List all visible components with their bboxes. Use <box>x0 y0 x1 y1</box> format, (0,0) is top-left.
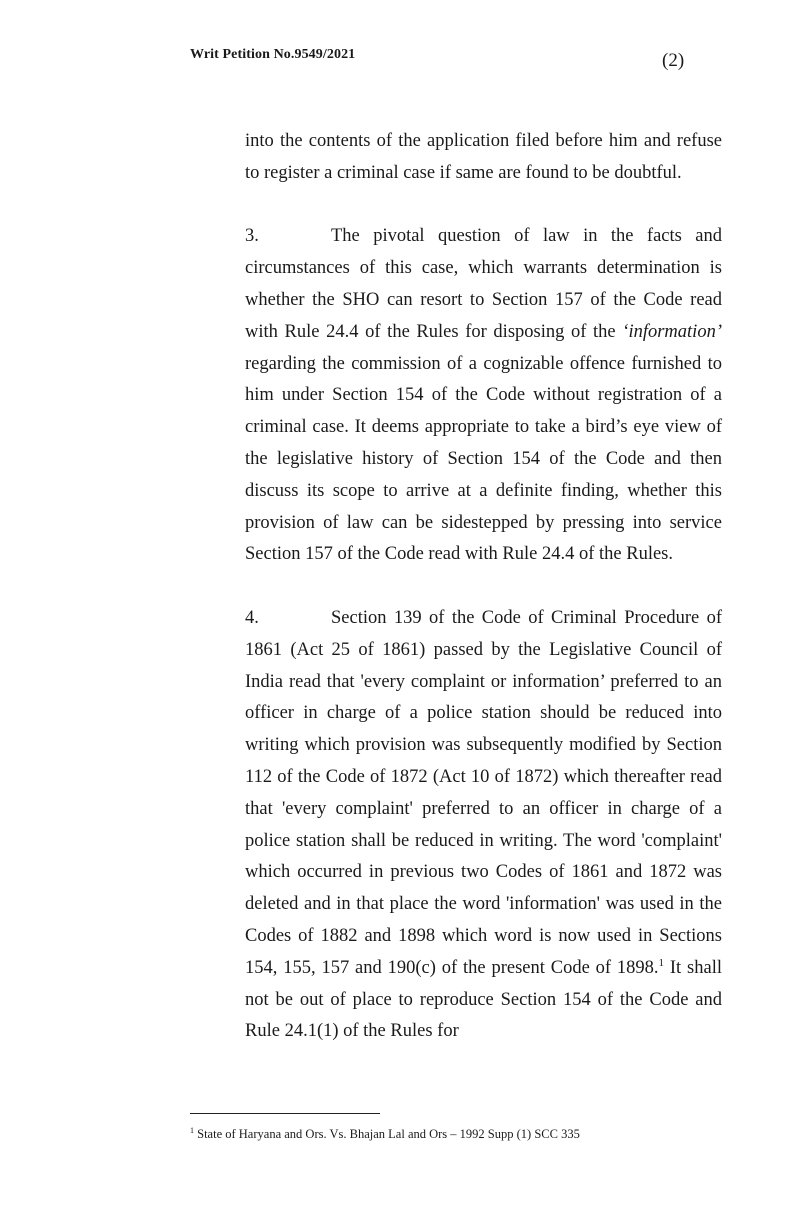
paragraph-3 <box>245 221 722 571</box>
paragraph-number: 3. <box>245 226 259 247</box>
paragraph-text: Section 139 of the Code of Criminal Procedure of 1861 (Act 25 of 1861) passed by the Legislative Council of India read that 'every complaint or information’ preferred to an officer in charge of a police station should be reduced into writing which provision was subsequently modified by Section 112 of the Code of 1872 (Act 10 of 1872) which thereafter read that 'every complaint' preferred to an officer in charge of a police station shall be reduced in writing. The word 'complaint' which occurred in previous two Codes of 1861 and 1872 was deleted and in that place the word 'information' was used in the Codes of 1882 and 1898 which word is now used in Sections 154, 155, 157 and 190(c) of the present Code of 1898. <box>245 607 722 978</box>
footnote <box>190 1126 580 1142</box>
emphasized-term: ‘information’ <box>622 321 722 342</box>
paragraph-number: 4. <box>245 607 259 628</box>
case-title: Writ Petition No.9549/2021 <box>190 47 356 62</box>
paragraph-text: regarding the commission of a cognizable offence furnished to him under Section 154 of the Code without registration of a criminal case. It deems appropriate to take a bird’s eye view of the legislative history of Section 154 of the Code and then discuss its scope to arrive at a definite finding, whether this provision of law can be sidestepped by pressing into service Section 157 of the Code read with Rule 24.4 of the Rules. <box>245 353 722 565</box>
footnote-text: State of Haryana and Ors. Vs. Bhajan Lal and Ors – 1992 Supp (1) SCC 335 <box>197 1127 580 1141</box>
footnote-reference[interactable]: 1 <box>658 956 665 969</box>
paragraph-spacer <box>245 571 722 603</box>
paragraph-continuation: into the contents of the application filed before him and refuse to register a criminal case if same are found to be doubtful. <box>245 131 722 183</box>
paragraph-text: The pivotal question of law in the facts and circumstances of this case, which warrants determination is whether the SHO can resort to Section 157 of the Code read with Rule 24.4 of the Rules for disposing of the <box>245 226 722 342</box>
footnote-marker: 1 <box>190 1126 194 1135</box>
paragraph-4 <box>245 603 722 1048</box>
paragraph-spacer <box>245 190 722 222</box>
paragraph-text: It shall not be out of place to reproduce Section 154 of the Code and Rule 24.1(1) of the Rules for <box>245 957 722 1042</box>
footnote-divider <box>190 1113 380 1114</box>
document-body <box>245 126 722 1048</box>
page-number: (2) <box>662 50 685 71</box>
